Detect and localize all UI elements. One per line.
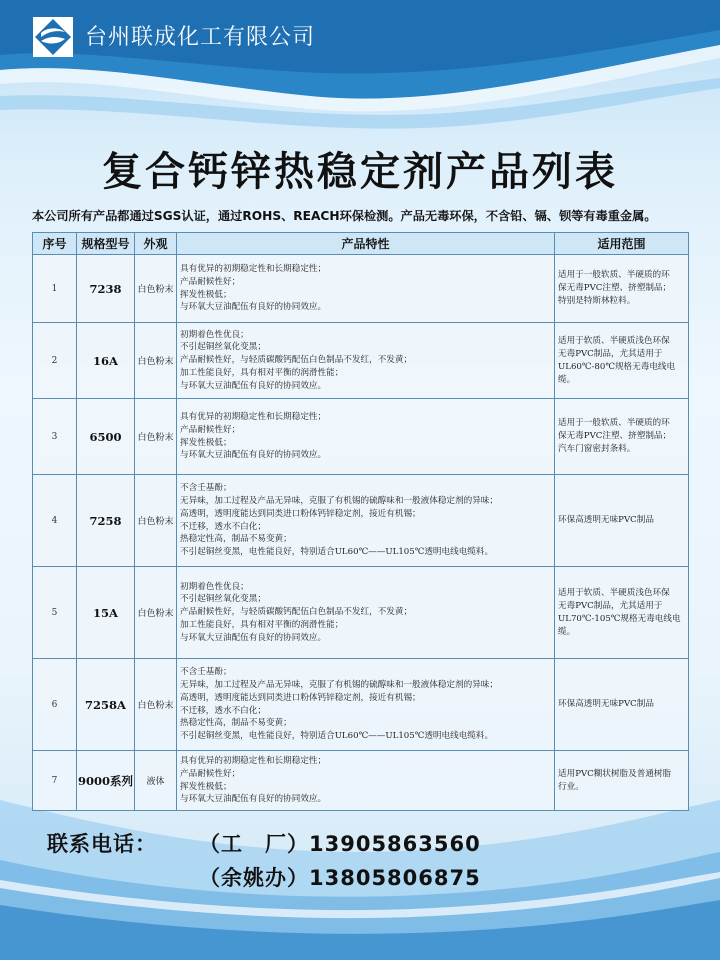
- row-model: 9000系列: [77, 751, 135, 811]
- feature-line: 具有优异的初期稳定性和长期稳定性；: [180, 756, 327, 767]
- feature-line: 挥发性极低；: [180, 437, 232, 448]
- application-line: 汽车门窗密封条料。: [558, 444, 636, 454]
- product-table: [32, 232, 689, 811]
- lc-logo-icon: [33, 17, 73, 57]
- feature-line: 与环氧大豆油配伍有良好的协同效应。: [180, 302, 327, 313]
- row-number: 2: [33, 323, 77, 399]
- contact-label: 联系电话：: [47, 832, 157, 856]
- feature-line: 与环氧大豆油配伍有良好的协同效应。: [180, 450, 327, 461]
- row-features: [177, 399, 555, 475]
- table-header-row: [33, 233, 689, 255]
- row-application: [555, 659, 689, 751]
- row-model: 7258A: [77, 659, 135, 751]
- header-bar: [0, 0, 720, 62]
- application-line: 保无毒PVC注塑、挤塑制品；: [558, 283, 672, 293]
- feature-line: 不引起铜丝变黑，电性能良好，特别适合UL60℃——UL105℃透明电线电缆料。: [180, 546, 494, 557]
- contact-phone-factory: （工 厂）13905863560: [199, 832, 481, 856]
- application-line: 缆。: [558, 374, 576, 385]
- row-number: 3: [33, 399, 77, 475]
- header-appearance: 外观: [135, 233, 177, 255]
- header-no: 序号: [33, 233, 77, 255]
- row-appearance: 白色粉末: [135, 323, 177, 399]
- row-appearance: 白色粉末: [135, 567, 177, 659]
- row-model: 7238: [77, 255, 135, 323]
- application-line: 行业。: [558, 781, 584, 792]
- table-row: [33, 255, 689, 323]
- feature-line: 产品耐候性好；: [180, 768, 241, 779]
- application-line: 适用于软质、半硬质浅色环保: [558, 335, 670, 346]
- table-row: [33, 475, 689, 567]
- contact-line-yuyao: [47, 862, 707, 892]
- application-line: 环保高透明无味PVC制品: [558, 515, 654, 525]
- feature-line: 与环氧大豆油配伍有良好的协同效应。: [180, 380, 327, 391]
- certification-notice: 本公司所有产品都通过SGS认证，通过ROHS、REACH环保检测。产品无毒环保，不含铅、镉、钡等有毒重金属。: [32, 209, 657, 223]
- row-number: 6: [33, 659, 77, 751]
- row-number: 4: [33, 475, 77, 567]
- application-line: UL60℃-80℃规格无毒电线电: [558, 361, 676, 372]
- feature-line: 热稳定性高，制品不易变黄；: [180, 534, 292, 545]
- row-model: 16A: [77, 323, 135, 399]
- product-table-wrap: [32, 232, 688, 811]
- feature-line: 产品耐候性好；: [180, 276, 241, 287]
- page-title: 复合钙锌热稳定剂产品列表: [102, 149, 618, 195]
- application-line: 保无毒PVC注塑、挤塑制品；: [558, 431, 672, 441]
- application-line: 适用于一般软质、半硬质的环: [558, 270, 670, 280]
- feature-line: 不引起铜丝氧化变黑；: [180, 594, 266, 605]
- contact-phone-yuyao: （余姚办）13805806875: [199, 866, 481, 890]
- feature-line: 产品耐候性好，与轻质碳酸钙配伍白色制品不发红，不发黄；: [180, 607, 413, 618]
- row-model: 6500: [77, 399, 135, 475]
- feature-line: 高透明，透明度能达到同类进口粉体钙锌稳定剂，接近有机锡；: [180, 692, 421, 703]
- application-line: 缆。: [558, 626, 576, 637]
- application-line: 特别是特斯林粒料。: [558, 296, 636, 306]
- feature-line: 挥发性极低；: [180, 781, 232, 792]
- feature-line: 加工性能良好，具有相对平衡的润滑性能；: [180, 367, 344, 378]
- header-features: 产品特性: [177, 233, 555, 255]
- table-row: [33, 323, 689, 399]
- contact-line-factory: [47, 828, 707, 858]
- feature-line: 不含壬基酚；: [180, 667, 232, 678]
- row-features: [177, 659, 555, 751]
- header-model: 规格型号: [77, 233, 135, 255]
- application-line: 无毒PVC制品，尤其适用于: [558, 348, 663, 359]
- feature-line: 不迁移，透水不白化；: [180, 705, 266, 716]
- row-features: [177, 475, 555, 567]
- table-row: [33, 659, 689, 751]
- application-line: 适用于软质、半硬质浅色环保: [558, 587, 670, 598]
- feature-line: 具有优异的初期稳定性和长期稳定性；: [180, 412, 327, 423]
- feature-line: 不引起铜丝变黑，电性能良好，特别适合UL60℃——UL105℃透明电线电缆料。: [180, 730, 494, 741]
- row-application: [555, 323, 689, 399]
- row-features: [177, 255, 555, 323]
- feature-line: 热稳定性高，制品不易变黄；: [180, 718, 292, 729]
- feature-line: 初期着色性优良；: [180, 581, 249, 592]
- feature-line: 产品耐候性好；: [180, 424, 241, 435]
- header-application: 适用范围: [555, 233, 689, 255]
- feature-line: 不迁移，透水不白化；: [180, 521, 266, 532]
- feature-line: 加工性能良好，具有相对平衡的润滑性能；: [180, 619, 344, 630]
- feature-line: 无异味，加工过程及产品无异味，克服了有机锡的硫醇味和一般液体稳定剂的异味；: [180, 496, 498, 507]
- table-row: [33, 567, 689, 659]
- table-row: [33, 399, 689, 475]
- feature-line: 初期着色性优良；: [180, 329, 249, 340]
- table-row: [33, 751, 689, 811]
- feature-line: 高透明，透明度能达到同类进口粉体钙锌稳定剂，接近有机锡；: [180, 508, 421, 519]
- row-application: [555, 751, 689, 811]
- feature-line: 无异味，加工过程及产品无异味，克服了有机锡的硫醇味和一般液体稳定剂的异味；: [180, 680, 498, 691]
- feature-line: 不含壬基酚；: [180, 483, 232, 494]
- application-line: 无毒PVC制品，尤其适用于: [558, 600, 663, 611]
- row-application: [555, 475, 689, 567]
- feature-line: 与环氧大豆油配伍有良好的协同效应。: [180, 632, 327, 643]
- row-number: 1: [33, 255, 77, 323]
- row-appearance: 白色粉末: [135, 255, 177, 323]
- row-features: [177, 323, 555, 399]
- row-appearance: 液体: [135, 751, 177, 811]
- row-appearance: 白色粉末: [135, 659, 177, 751]
- application-line: 适用PVC糊状树脂及普通树脂: [558, 768, 672, 779]
- row-model: 15A: [77, 567, 135, 659]
- feature-line: 产品耐候性好，与轻质碳酸钙配伍白色制品不发红，不发黄；: [180, 355, 413, 366]
- row-appearance: 白色粉末: [135, 399, 177, 475]
- application-line: 适用于一般软质、半硬质的环: [558, 418, 670, 428]
- application-line: 环保高透明无味PVC制品: [558, 699, 654, 709]
- application-line: UL70℃-105℃规格无毒电线电: [558, 613, 681, 624]
- row-number: 5: [33, 567, 77, 659]
- row-application: [555, 255, 689, 323]
- row-number: 7: [33, 751, 77, 811]
- feature-line: 与环氧大豆油配伍有良好的协同效应。: [180, 794, 327, 805]
- row-features: [177, 751, 555, 811]
- feature-line: 不引起铜丝氧化变黑；: [180, 342, 266, 353]
- row-appearance: 白色粉末: [135, 475, 177, 567]
- row-features: [177, 567, 555, 659]
- row-model: 7258: [77, 475, 135, 567]
- row-application: [555, 399, 689, 475]
- feature-line: 挥发性极低；: [180, 289, 232, 300]
- row-application: [555, 567, 689, 659]
- feature-line: 具有优异的初期稳定性和长期稳定性；: [180, 264, 327, 275]
- company-name: 台州联成化工有限公司: [85, 25, 316, 50]
